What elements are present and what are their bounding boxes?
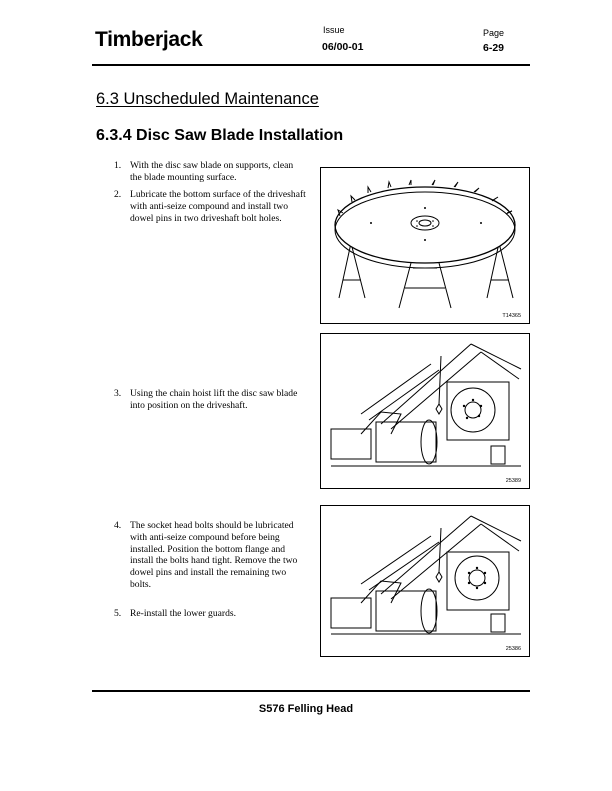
step-number: 1. [114, 160, 122, 171]
step-text: With the disc saw blade on supports, clean the blade mounting surface. [130, 160, 294, 183]
step-text: Re-install the lower guards. [130, 608, 237, 619]
step-text: Lubricate the bottom surface of the driveshaft with anti-seize compound and install two dowel pins in two driveshaft bolt holes. [130, 189, 306, 224]
footer-rule [92, 690, 530, 692]
bolt-install-illustration [321, 506, 529, 656]
hoist-lift-illustration [321, 334, 529, 488]
step-number: 4. [114, 520, 122, 531]
page-number: 6-29 [483, 42, 505, 54]
footer-title: S576 Felling Head [258, 703, 354, 715]
figure-label: 25386 [505, 646, 521, 652]
step-number: 3. [114, 388, 122, 399]
figure-blade-on-stands [320, 167, 530, 324]
header-rule [92, 64, 530, 66]
step-number: 5. [114, 608, 122, 619]
figure-bolt-install [320, 505, 530, 657]
figure-label: T14365 [502, 313, 521, 319]
figure-hoist-lift [320, 333, 530, 489]
step-text: The socket head bolts should be lubricated with anti-seize compound before being installed. Position the bottom flange and install the bolts hand tight. Remove the two dowel pins and install the remaining two bolts. [130, 520, 298, 590]
figure-label: 25389 [505, 478, 521, 484]
brand-logo: Timberjack [95, 28, 203, 51]
section-title: 6.3 Unscheduled Maintenance [96, 90, 319, 108]
page-label: Page [483, 28, 505, 38]
saw-blade-illustration [321, 168, 529, 323]
step-text: Using the chain hoist lift the disc saw blade into position on the driveshaft. [130, 388, 298, 411]
subsection-title: 6.3.4 Disc Saw Blade Installation [96, 127, 344, 144]
step-number: 2. [114, 189, 122, 200]
issue-value: 06/00-01 [322, 41, 364, 53]
issue-label: Issue [323, 25, 345, 35]
